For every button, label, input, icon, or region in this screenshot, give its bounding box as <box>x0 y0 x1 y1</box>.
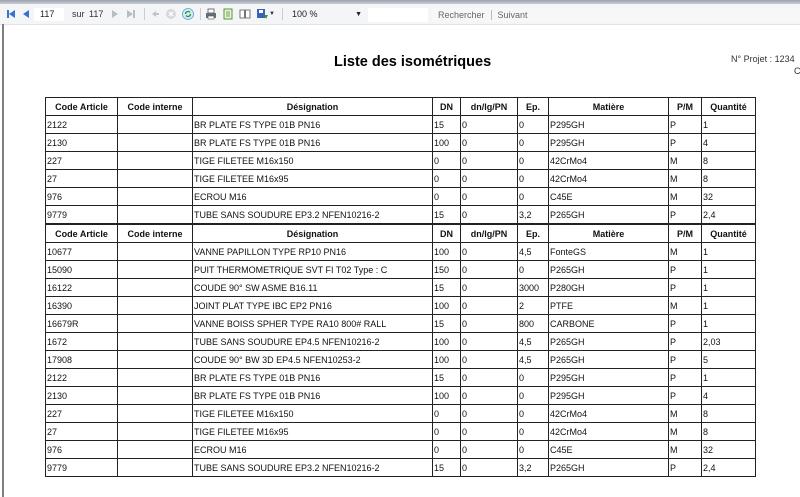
cell-p-m: P <box>669 279 702 297</box>
cell-designation: TIGE FILETEE M16x150 <box>193 405 433 423</box>
cell-matiere: P295GH <box>549 387 669 405</box>
table-row <box>46 351 756 369</box>
report-title: Liste des isométriques <box>334 54 492 70</box>
cell-quantite: 8 <box>702 170 756 188</box>
cell-ep: 0 <box>518 405 549 423</box>
table-row <box>46 459 756 477</box>
cell-ep: 0 <box>518 188 549 206</box>
table-row <box>46 423 756 441</box>
column-header-ep: Ep. <box>518 98 549 116</box>
cell-quantite: 2,4 <box>702 206 756 225</box>
find-bar <box>432 8 800 22</box>
cell-p-m: M <box>669 152 702 170</box>
isometric-list-table <box>45 97 756 477</box>
cell-ep: 0 <box>518 387 549 405</box>
cell-quantite: 1 <box>702 369 756 387</box>
cell-matiere: C45E <box>549 188 669 206</box>
cell-matiere: PTFE <box>549 297 669 315</box>
page-setup-icon <box>222 8 234 20</box>
cell-ep: 0 <box>518 261 549 279</box>
cell-p-m: M <box>669 405 702 423</box>
cell-matiere: P265GH <box>549 459 669 477</box>
cell-p-m: M <box>669 243 702 261</box>
cell-ep: 0 <box>518 423 549 441</box>
cell-dn-lg-pn: 0 <box>461 315 518 333</box>
cell-quantite: 4 <box>702 387 756 405</box>
table-row <box>46 441 756 459</box>
cell-designation: ECROU M16 <box>193 188 433 206</box>
toolbar-separator <box>200 8 201 20</box>
next-page-icon <box>109 8 121 20</box>
cell-p-m: P <box>669 315 702 333</box>
cell-quantite: 8 <box>702 423 756 441</box>
cell-code-article: 2122 <box>46 369 118 387</box>
cell-matiere: 42CrMo4 <box>549 170 669 188</box>
cell-code-interne <box>118 369 193 387</box>
cell-code-article: 27 <box>46 170 118 188</box>
cell-code-article: 976 <box>46 188 118 206</box>
cell-matiere: P295GH <box>549 116 669 134</box>
cell-dn: 15 <box>433 315 461 333</box>
cell-designation: BR PLATE FS TYPE 01B PN16 <box>193 387 433 405</box>
print-icon <box>205 8 217 20</box>
cell-ep: 0 <box>518 369 549 387</box>
cell-designation: TUBE SANS SOUDURE EP4.5 NFEN10216-2 <box>193 333 433 351</box>
column-header-p-m: P/M <box>669 224 702 243</box>
cell-designation: COUDE 90° SW ASME B16.11 <box>193 279 433 297</box>
cell-p-m: M <box>669 423 702 441</box>
cell-ep: 0 <box>518 134 549 152</box>
cell-code-article: 27 <box>46 423 118 441</box>
print-layout-button[interactable] <box>239 7 251 21</box>
cell-ep: 4,5 <box>518 351 549 369</box>
total-pages <box>89 7 103 21</box>
cell-dn-lg-pn: 0 <box>461 441 518 459</box>
page-of-label <box>72 7 85 21</box>
column-header-dn: DN <box>433 224 461 243</box>
cell-quantite: 1 <box>702 279 756 297</box>
cell-code-interne <box>118 170 193 188</box>
chevron-down-icon: ▼ <box>355 11 362 18</box>
cell-dn: 15 <box>433 459 461 477</box>
cell-dn-lg-pn: 0 <box>461 134 518 152</box>
cell-designation: ECROU M16 <box>193 441 433 459</box>
cell-dn: 15 <box>433 279 461 297</box>
first-page-button[interactable] <box>5 7 17 21</box>
cell-p-m: P <box>669 387 702 405</box>
zoom-value: 100 % <box>292 9 318 19</box>
cell-dn: 15 <box>433 206 461 225</box>
cell-ep: 0 <box>518 441 549 459</box>
cell-matiere: P265GH <box>549 333 669 351</box>
column-header-ep: Ep. <box>518 224 549 243</box>
cell-designation: TIGE FILETEE M16x150 <box>193 152 433 170</box>
cell-dn-lg-pn: 0 <box>461 333 518 351</box>
cell-matiere: 42CrMo4 <box>549 405 669 423</box>
cell-p-m: P <box>669 459 702 477</box>
cell-code-article: 227 <box>46 152 118 170</box>
cell-quantite: 4 <box>702 134 756 152</box>
cell-designation: VANNE BOISS SPHER TYPE RA10 800# RALL <box>193 315 433 333</box>
refresh-button[interactable] <box>182 7 194 21</box>
project-line-2: C <box>794 66 800 76</box>
table-row <box>46 315 756 333</box>
cell-code-interne <box>118 423 193 441</box>
cell-code-interne <box>118 297 193 315</box>
cell-designation: BR PLATE FS TYPE 01B PN16 <box>193 369 433 387</box>
cell-dn: 100 <box>433 243 461 261</box>
cell-p-m: P <box>669 134 702 152</box>
export-icon <box>256 8 268 20</box>
cell-quantite: 1 <box>702 297 756 315</box>
export-button[interactable] <box>256 7 275 21</box>
cell-p-m: M <box>669 170 702 188</box>
table-header-row <box>46 224 756 243</box>
column-header-quantite: Quantité <box>702 224 756 243</box>
cell-code-interne <box>118 243 193 261</box>
cell-ep: 3000 <box>518 279 549 297</box>
cell-matiere: P295GH <box>549 369 669 387</box>
cell-quantite: 2,03 <box>702 333 756 351</box>
cell-dn: 100 <box>433 387 461 405</box>
cell-code-article: 2130 <box>46 134 118 152</box>
table-row <box>46 152 756 170</box>
cell-p-m: P <box>669 351 702 369</box>
cell-dn-lg-pn: 0 <box>461 152 518 170</box>
cell-matiere: P265GH <box>549 351 669 369</box>
column-header-p-m: P/M <box>669 98 702 116</box>
cell-code-interne <box>118 152 193 170</box>
cell-quantite: 32 <box>702 441 756 459</box>
cell-dn: 0 <box>433 152 461 170</box>
cell-dn-lg-pn: 0 <box>461 188 518 206</box>
cell-p-m: P <box>669 333 702 351</box>
report-viewer-toolbar <box>0 4 800 25</box>
cell-code-interne <box>118 188 193 206</box>
cell-dn-lg-pn: 0 <box>461 459 518 477</box>
project-number: N° Projet : 1234 <box>731 54 795 64</box>
cell-quantite: 1 <box>702 116 756 134</box>
cell-dn-lg-pn: 0 <box>461 297 518 315</box>
cell-quantite: 5 <box>702 351 756 369</box>
cell-ep: 4,5 <box>518 243 549 261</box>
toolbar-separator <box>282 8 283 20</box>
first-page-icon <box>5 8 17 20</box>
table-row <box>46 170 756 188</box>
cell-dn-lg-pn: 0 <box>461 351 518 369</box>
cell-p-m: M <box>669 188 702 206</box>
column-header-quantite: Quantité <box>702 98 756 116</box>
last-page-button[interactable] <box>125 7 137 21</box>
cell-code-article: 15090 <box>46 261 118 279</box>
cell-code-interne <box>118 279 193 297</box>
cell-code-article: 976 <box>46 441 118 459</box>
table-row <box>46 243 756 261</box>
export-dropdown-icon: ▼ <box>269 11 275 17</box>
cell-dn: 100 <box>433 333 461 351</box>
column-header-code-article: Code Article <box>46 224 118 243</box>
cell-ep: 2 <box>518 297 549 315</box>
cell-matiere: CARBONE <box>549 315 669 333</box>
cell-matiere: P295GH <box>549 134 669 152</box>
cell-quantite: 8 <box>702 152 756 170</box>
current-page-value: 117 <box>40 9 55 19</box>
cell-code-interne <box>118 459 193 477</box>
cell-dn: 0 <box>433 405 461 423</box>
cell-dn-lg-pn: 0 <box>461 243 518 261</box>
cell-dn-lg-pn: 0 <box>461 279 518 297</box>
cell-matiere: C45E <box>549 441 669 459</box>
cell-designation: VANNE PAPILLON TYPE RP10 PN16 <box>193 243 433 261</box>
back-button[interactable] <box>149 7 161 21</box>
column-header-designation: Désignation <box>193 224 433 243</box>
cell-dn: 150 <box>433 261 461 279</box>
next-page-button[interactable] <box>109 7 121 21</box>
cell-dn: 0 <box>433 423 461 441</box>
cell-ep: 0 <box>518 152 549 170</box>
column-header-code-interne: Code interne <box>118 98 193 116</box>
previous-page-icon <box>20 8 32 20</box>
cell-matiere: P265GH <box>549 206 669 225</box>
table-row <box>46 333 756 351</box>
table-row <box>46 369 756 387</box>
cell-code-article: 17908 <box>46 351 118 369</box>
table-header-row <box>46 98 756 116</box>
last-page-icon <box>125 8 137 20</box>
cell-code-article: 2122 <box>46 116 118 134</box>
cell-quantite: 8 <box>702 405 756 423</box>
cell-matiere: 42CrMo4 <box>549 423 669 441</box>
cell-ep: 0 <box>518 170 549 188</box>
column-header-designation: Désignation <box>193 98 433 116</box>
cell-dn-lg-pn: 0 <box>461 405 518 423</box>
column-header-dn-lg-pn: dn/lg/PN <box>461 224 518 243</box>
cell-p-m: P <box>669 206 702 225</box>
cell-ep: 3,2 <box>518 206 549 225</box>
cell-dn-lg-pn: 0 <box>461 369 518 387</box>
cell-dn-lg-pn: 0 <box>461 387 518 405</box>
cell-code-interne <box>118 116 193 134</box>
stop-button[interactable] <box>165 7 177 21</box>
of-text: sur <box>72 9 85 19</box>
cell-code-interne <box>118 206 193 225</box>
cell-code-article: 10677 <box>46 243 118 261</box>
cell-p-m: P <box>669 116 702 134</box>
cell-dn: 100 <box>433 297 461 315</box>
print-button[interactable] <box>205 7 217 21</box>
column-header-dn-lg-pn: dn/lg/PN <box>461 98 518 116</box>
column-header-code-article: Code Article <box>46 98 118 116</box>
cell-ep: 800 <box>518 315 549 333</box>
search-link[interactable]: Rechercher <box>438 10 485 20</box>
cell-code-article: 16122 <box>46 279 118 297</box>
cell-quantite: 1 <box>702 243 756 261</box>
cell-ep: 0 <box>518 116 549 134</box>
cell-designation: JOINT PLAT TYPE IBC EP2 PN16 <box>193 297 433 315</box>
cell-quantite: 32 <box>702 188 756 206</box>
cell-p-m: M <box>669 297 702 315</box>
stop-icon <box>165 8 177 20</box>
current-page-input[interactable] <box>34 8 64 21</box>
print-layout-icon <box>239 8 251 20</box>
table-row <box>46 279 756 297</box>
table-row <box>46 387 756 405</box>
cell-dn: 15 <box>433 369 461 387</box>
cell-code-interne <box>118 134 193 152</box>
cell-dn-lg-pn: 0 <box>461 261 518 279</box>
table-row <box>46 116 756 134</box>
previous-page-button[interactable] <box>20 7 32 21</box>
table-row <box>46 297 756 315</box>
cell-dn-lg-pn: 0 <box>461 423 518 441</box>
cell-ep: 4,5 <box>518 333 549 351</box>
cell-code-interne <box>118 261 193 279</box>
cell-matiere: 42CrMo4 <box>549 152 669 170</box>
column-header-dn: DN <box>433 98 461 116</box>
cell-p-m: M <box>669 441 702 459</box>
cell-matiere: P280GH <box>549 279 669 297</box>
column-header-code-interne: Code interne <box>118 224 193 243</box>
cell-designation: TUBE SANS SOUDURE EP3.2 NFEN10216-2 <box>193 206 433 225</box>
cell-dn: 0 <box>433 441 461 459</box>
cell-quantite: 2,4 <box>702 459 756 477</box>
cell-dn-lg-pn: 0 <box>461 116 518 134</box>
cell-code-article: 2130 <box>46 387 118 405</box>
table-row <box>46 134 756 152</box>
cell-quantite: 1 <box>702 315 756 333</box>
cell-ep: 3,2 <box>518 459 549 477</box>
cell-code-interne <box>118 387 193 405</box>
cell-designation: TIGE FILETEE M16x95 <box>193 423 433 441</box>
cell-dn: 0 <box>433 188 461 206</box>
refresh-icon <box>182 8 194 20</box>
zoom-select[interactable] <box>288 8 368 21</box>
toolbar-separator <box>144 8 145 20</box>
table-row <box>46 206 756 225</box>
cell-p-m: P <box>669 261 702 279</box>
cell-code-interne <box>118 333 193 351</box>
cell-code-article: 9779 <box>46 206 118 225</box>
cell-code-article: 1672 <box>46 333 118 351</box>
page-left-edge <box>2 24 4 497</box>
cell-code-article: 16679R <box>46 315 118 333</box>
cell-matiere: FonteGS <box>549 243 669 261</box>
next-link[interactable]: Suivant <box>497 10 528 20</box>
cell-designation: TUBE SANS SOUDURE EP3.2 NFEN10216-2 <box>193 459 433 477</box>
cell-designation: COUDE 90° BW 3D EP4.5 NFEN10253-2 <box>193 351 433 369</box>
cell-matiere: P265GH <box>549 261 669 279</box>
cell-designation: BR PLATE FS TYPE 01B PN16 <box>193 134 433 152</box>
page-setup-button[interactable] <box>222 7 234 21</box>
cell-dn-lg-pn: 0 <box>461 170 518 188</box>
cell-code-interne <box>118 441 193 459</box>
cell-designation: PUIT THERMOMETRIQUE SVT FI T02 Type : C <box>193 261 433 279</box>
table-row <box>46 405 756 423</box>
cell-dn-lg-pn: 0 <box>461 206 518 225</box>
table-row <box>46 261 756 279</box>
cell-dn: 100 <box>433 351 461 369</box>
cell-dn: 0 <box>433 170 461 188</box>
total-pages-text: 117 <box>89 9 104 19</box>
cell-dn: 100 <box>433 134 461 152</box>
column-header-matiere: Matière <box>549 98 669 116</box>
cell-code-interne <box>118 351 193 369</box>
cell-designation: BR PLATE FS TYPE 01B PN16 <box>193 116 433 134</box>
cell-code-article: 227 <box>46 405 118 423</box>
back-icon <box>149 8 161 20</box>
cell-code-interne <box>118 315 193 333</box>
cell-quantite: 1 <box>702 261 756 279</box>
cell-p-m: P <box>669 369 702 387</box>
cell-code-article: 9779 <box>46 459 118 477</box>
cell-code-article: 16390 <box>46 297 118 315</box>
cell-designation: TIGE FILETEE M16x95 <box>193 170 433 188</box>
table-row <box>46 188 756 206</box>
search-input[interactable] <box>368 8 428 22</box>
cell-dn: 15 <box>433 116 461 134</box>
column-header-matiere: Matière <box>549 224 669 243</box>
cell-code-interne <box>118 405 193 423</box>
